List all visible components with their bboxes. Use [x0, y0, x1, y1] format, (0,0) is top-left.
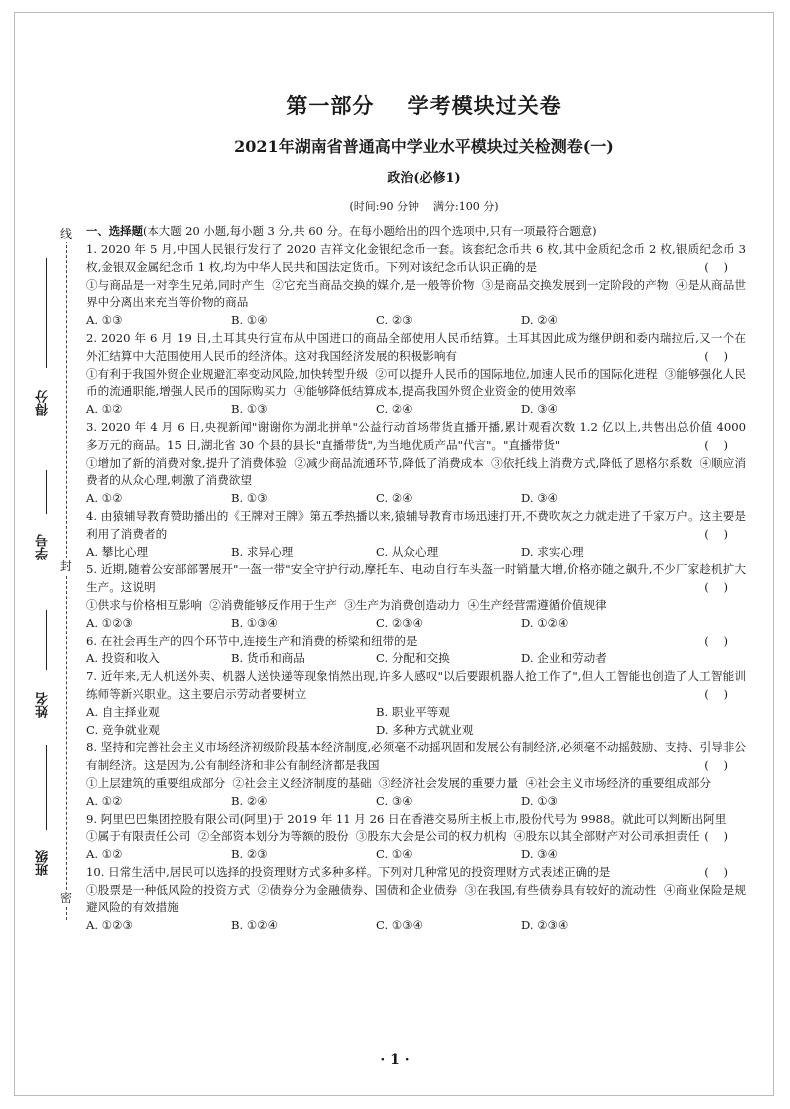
name-blank[interactable] — [46, 610, 47, 670]
answer-option[interactable]: A. 投资和收入 — [86, 651, 160, 666]
question-stem-text: 4. 由猿辅导教育赞助播出的《王牌对王牌》第五季热播以来,猿辅导教育市场迅速打开,不费吹灰之力就走进了千家万户。这主要是利用了消费者的 — [86, 508, 746, 541]
question-stem-text: 1. 2020 年 5 月,中国人民银行发行了 2020 吉祥文化金银纪念币一套。该套纪念币共 6 枚,其中金质纪念币 2 枚,银质纪念币 3 枚,金银双金属纪念币 1 枚,均为中华人民共和国法定货币。下列对该纪念币认识正确的是 — [86, 242, 746, 274]
answer-option[interactable]: D. 多种方式就业观 — [376, 722, 474, 737]
question-statements: ①供求与价格相互影响 ②消费能够反作用于生产 ③生产为消费创造动力 ④生产经营需遵循价值规律 — [86, 597, 607, 612]
answer-option[interactable]: B. ②④ — [231, 793, 268, 808]
option-row — [86, 615, 746, 633]
number-label: 学号 — [36, 534, 51, 560]
section-label: 一、选择题 — [86, 224, 143, 238]
cut-label-line: 线 — [59, 227, 72, 241]
option-row — [86, 704, 746, 740]
number-blank[interactable] — [46, 470, 47, 514]
answer-bracket[interactable]: ( ) — [704, 829, 728, 844]
question-statements: ①增加了新的消费对象,提升了消费体验 ②减少商品流通环节,降低了消费成本 ③依托线上消费方式,降低了恩格尔系数 ④顺应消费者的从众心理,刺激了消费欲望 — [86, 455, 746, 488]
answer-option[interactable]: C. ②③④ — [376, 615, 424, 630]
cut-label-secret: 密 — [59, 891, 72, 905]
question-stem — [86, 419, 746, 455]
answer-bracket[interactable]: ( ) — [704, 758, 728, 773]
question-statements: ①股票是一种低风险的投资方式 ②债券分为金融债券、国债和企业债券 ③在我国,有些债券具有较好的流动性 ④商业保险是规避风险的有效措施 — [86, 882, 746, 915]
answer-bracket[interactable]: ( ) — [704, 580, 728, 595]
answer-option[interactable]: B. 求异心理 — [231, 544, 294, 559]
answer-bracket[interactable]: ( ) — [704, 348, 728, 363]
answer-option[interactable]: D. ②④ — [521, 313, 559, 328]
answer-option[interactable]: A. ①② — [86, 491, 123, 506]
answer-option[interactable]: A. ①② — [86, 402, 123, 417]
question-stem — [86, 330, 746, 366]
answer-option[interactable]: D. ③④ — [521, 402, 559, 417]
section-heading — [86, 223, 746, 240]
question-statements: ①有利于我国外贸企业规避汇率变动风险,加快转型升级 ②可以提升人民币的国际地位,加速人民币的国际化进程 ③能够强化人民币的流通职能,增强人民币的国际购买力 ④能够降低结算成本,提高我国外贸企业资金的使用效率 — [86, 366, 746, 399]
answer-option[interactable]: C. ③④ — [376, 793, 413, 808]
binding-gutter — [0, 0, 80, 1109]
answer-option[interactable]: C. ②④ — [376, 491, 413, 506]
name-label: 姓名 — [36, 692, 51, 718]
answer-option[interactable]: D. 企业和劳动者 — [521, 651, 607, 666]
question-stem-text: 3. 2020 年 4 月 6 日,央视新闻"谢谢你为湖北拼单"公益行动首场带货直播开播,累计观看次数 1.2 亿以上,共售出总价值 4000 多万元的商品。15 日,湖北省 30 个县的县长"直播带货",为当地优质产品"代言"。"直播带货" — [86, 419, 746, 452]
answer-option[interactable]: A. ①②③ — [86, 918, 133, 933]
answer-option[interactable]: B. ①③ — [231, 402, 268, 417]
question-statements: ①与商品是一对孪生兄弟,同时产生 ②它充当商品交换的媒介,是一般等价物 ③是商品交换发展到一定阶段的产物 ④是从商品世界中分离出来充当等价物的商品 — [86, 277, 746, 310]
question-stem-text: 7. 近年来,无人机送外卖、机器人送快递等现象悄然出现,许多人感叹"以后要跟机器人抢工作了",但人工智能也创造了人工智能训练师等新兴职业。这主要启示劳动者要树立 — [86, 669, 746, 701]
section-instructions: (本大题 20 小题,每小题 3 分,共 60 分。在每小题给出的四个选项中,只有一项最符合题意) — [142, 224, 597, 238]
question-stem-text: 10. 日常生活中,居民可以选择的投资理财方式多种多样。下列对几种常见的投资理财方式表述正确的是 — [86, 864, 611, 879]
option-row — [86, 793, 746, 811]
exam-content — [86, 90, 746, 935]
answer-option[interactable]: B. ②③ — [231, 847, 268, 862]
answer-option[interactable]: A. 自主择业观 — [86, 704, 160, 719]
option-row — [86, 401, 746, 419]
answer-bracket[interactable]: ( ) — [704, 437, 728, 452]
question-1 — [86, 241, 746, 330]
score-label: 得分 — [36, 390, 51, 416]
cut-label-seal: 封 — [59, 559, 72, 573]
answer-bracket[interactable]: ( ) — [704, 686, 728, 701]
question-statements: ①属于有限责任公司 ②全部资本划分为等额的股份 ③股东大会是公司的权力机构 ④股东以其全部财产对公司承担责任 — [86, 829, 700, 844]
answer-option[interactable]: C. ②③ — [376, 313, 413, 328]
answer-option[interactable]: B. 货币和商品 — [231, 651, 305, 666]
answer-option[interactable]: C. ①④ — [376, 847, 413, 862]
class-blank[interactable] — [46, 745, 47, 830]
answer-option[interactable]: D. 求实心理 — [521, 544, 584, 559]
question-stem — [86, 508, 746, 544]
answer-option[interactable]: C. ②④ — [376, 402, 413, 417]
time-info: (时间:90 分钟 满分:100 分) — [349, 200, 499, 213]
question-stem — [86, 633, 746, 651]
question-stem — [86, 241, 746, 277]
answer-bracket[interactable]: ( ) — [704, 259, 728, 274]
question-10 — [86, 864, 746, 935]
question-2 — [86, 330, 746, 419]
option-row — [86, 846, 746, 864]
question-7 — [86, 668, 746, 739]
answer-option[interactable]: D. ③④ — [521, 491, 559, 506]
question-statements: ①上层建筑的重要组成部分 ②社会主义经济制度的基础 ③经济社会发展的重要力量 ④社会主义市场经济的重要组成部分 — [86, 775, 711, 790]
question-stem-text: 8. 坚持和完善社会主义市场经济初级阶段基本经济制度,必须毫不动摇巩固和发展公有制经济,必须毫不动摇鼓励、支持、引导非公有制经济。这是因为,公有制经济和非公有制经济都是我国 — [86, 740, 746, 773]
answer-option[interactable]: D. ①③ — [521, 793, 559, 808]
option-row — [86, 490, 746, 508]
question-stem-text: 5. 近期,随着公安部部署展开"一盔一带"安全守护行动,摩托车、电动自行车头盔一时销量大增,价格亦随之飙升,不少厂家趁机扩大生产。这说明 — [86, 562, 746, 595]
answer-option[interactable]: C. ①③④ — [376, 918, 424, 933]
question-stem-text: 6. 在社会再生产的四个环节中,连接生产和消费的桥梁和纽带的是 — [86, 633, 418, 648]
question-5 — [86, 561, 746, 632]
question-9 — [86, 811, 746, 864]
answer-option[interactable]: B. 职业平等观 — [376, 704, 450, 719]
answer-option[interactable]: A. ①③ — [86, 313, 123, 328]
answer-bracket[interactable]: ( ) — [704, 864, 728, 879]
answer-option[interactable]: D. ③④ — [521, 847, 559, 862]
answer-bracket[interactable]: ( ) — [704, 633, 728, 648]
answer-option[interactable]: D. ①②④ — [521, 615, 569, 630]
option-row — [86, 312, 746, 330]
answer-option[interactable]: C. 分配和交换 — [376, 651, 450, 666]
page-number: · 1 · — [380, 1052, 410, 1068]
answer-option[interactable]: B. ①④ — [231, 313, 268, 328]
question-list — [86, 241, 746, 935]
question-stem-text: 9. 阿里巴巴集团控股有限公司(阿里)于 2019 年 11 月 26 日在香港交易所主板上市,股份代号为 9988。就此可以判断出阿里 — [86, 811, 727, 826]
class-label: 班级 — [36, 850, 51, 876]
option-row — [86, 544, 746, 562]
part-title: 第一部分 学考模块过关卷 — [286, 94, 562, 118]
question-stem — [86, 864, 746, 882]
answer-option[interactable]: A. ①② — [86, 793, 123, 808]
question-3 — [86, 419, 746, 508]
option-row — [86, 650, 746, 668]
question-stem — [86, 739, 746, 775]
answer-option[interactable]: B. ①②④ — [231, 918, 279, 933]
question-6 — [86, 633, 746, 669]
question-stem — [86, 561, 746, 597]
answer-option[interactable]: B. ①③ — [231, 491, 268, 506]
answer-option[interactable]: C. 竞争就业观 — [86, 722, 160, 737]
exam-title: 2021年湖南省普通高中学业水平模块过关检测卷(一) — [234, 137, 614, 156]
score-blank[interactable] — [46, 258, 47, 368]
option-row — [86, 917, 746, 935]
question-4 — [86, 508, 746, 561]
answer-option[interactable]: D. ②③④ — [521, 918, 569, 933]
subject-title: 政治(必修1) — [387, 171, 461, 186]
cut-line — [66, 230, 67, 920]
question-8 — [86, 739, 746, 810]
question-stem — [86, 668, 746, 704]
answer-option[interactable]: A. ①②③ — [86, 615, 133, 630]
answer-option[interactable]: A. ①② — [86, 847, 123, 862]
answer-option[interactable]: C. 从众心理 — [376, 544, 439, 559]
question-stem-text: 2. 2020 年 6 月 19 日,土耳其央行宣布从中国进口的商品全部使用人民币结算。土耳其因此成为继伊朗和委内瑞拉后,又一个在外汇结算中大范围使用人民币的经济体。这对我国经济发展的积极影响有 — [86, 330, 746, 363]
answer-option[interactable]: B. ①③④ — [231, 615, 279, 630]
answer-bracket[interactable]: ( ) — [704, 526, 728, 541]
answer-option[interactable]: A. 攀比心理 — [86, 544, 149, 559]
